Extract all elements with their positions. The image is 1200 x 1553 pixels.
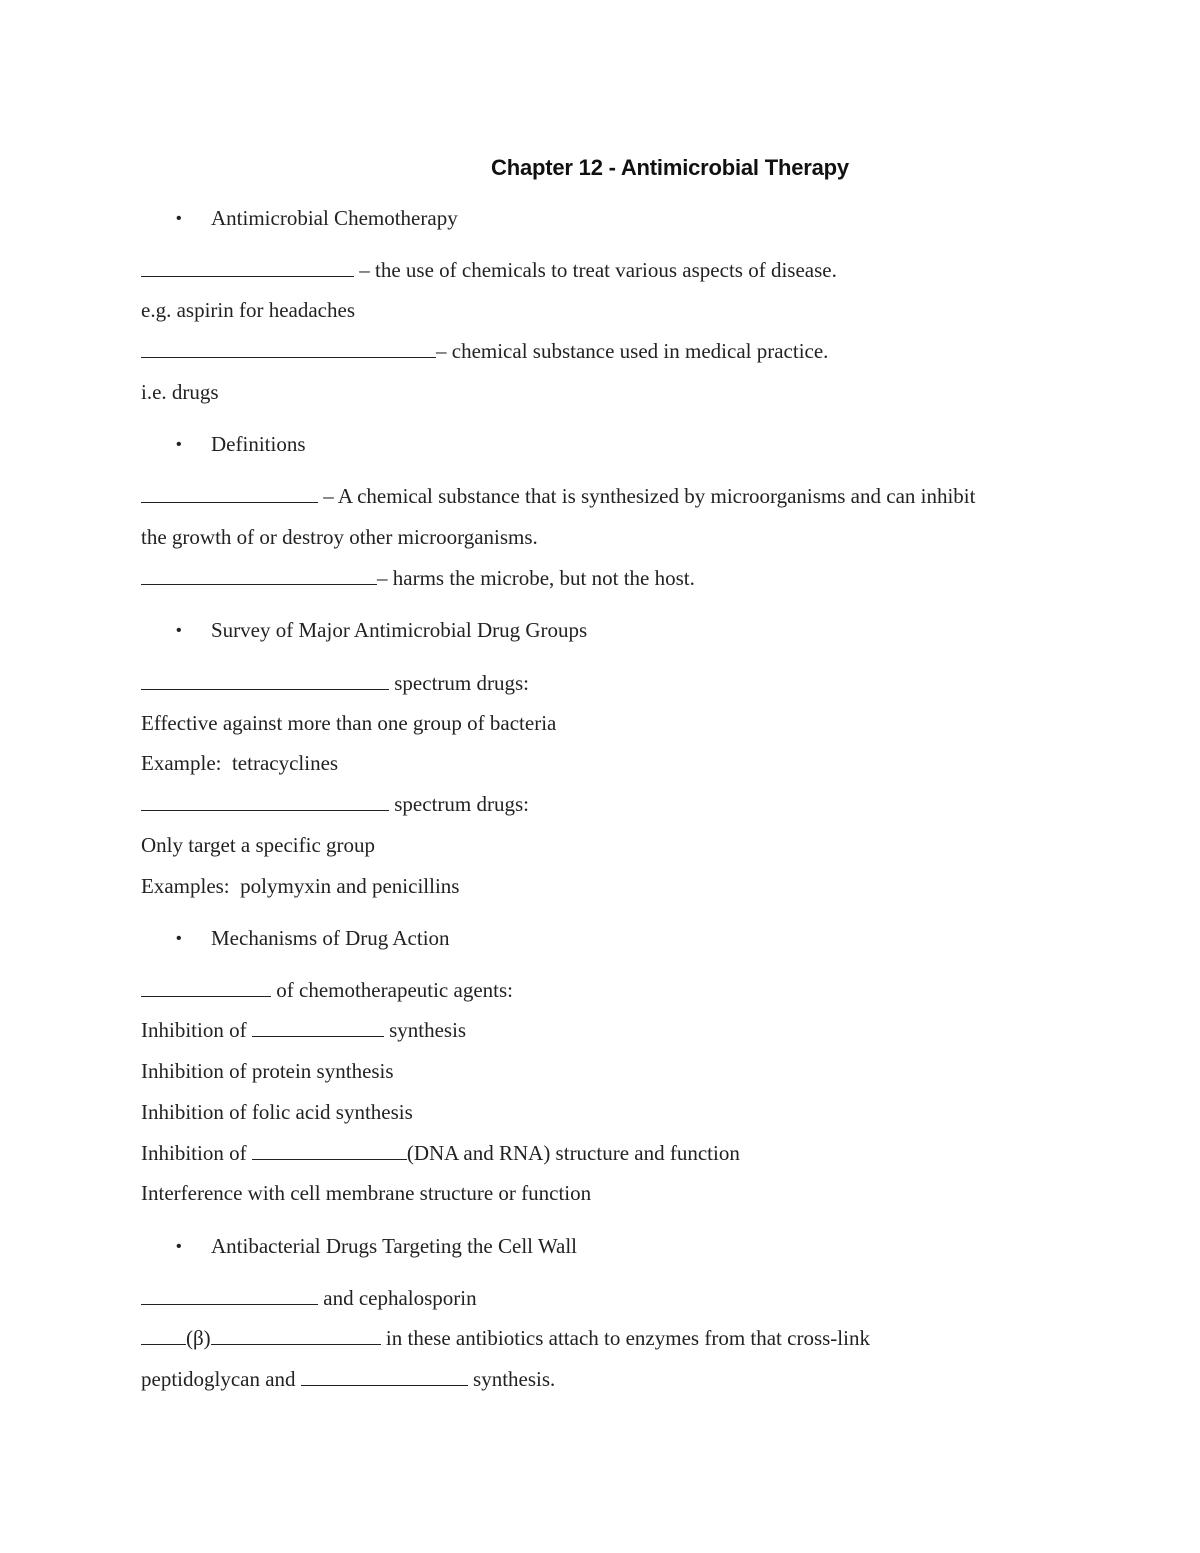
fill-in-line: – the use of chemicals to treat various aspects of disease. <box>141 258 837 282</box>
answer-blank[interactable] <box>141 1286 318 1305</box>
answer-blank[interactable] <box>252 1018 384 1037</box>
text-line: the growth of or destroy other microorganisms. <box>141 525 538 549</box>
text-line: Examples: polymyxin and penicillins <box>141 874 460 898</box>
bullet-icon: • <box>176 622 182 639</box>
fill-in-line: Inhibition of synthesis <box>141 1018 467 1042</box>
answer-blank[interactable] <box>141 566 377 585</box>
fill-in-line: – harms the microbe, but not the host. <box>141 566 695 590</box>
fill-in-line: spectrum drugs: <box>141 792 529 816</box>
answer-blank[interactable] <box>141 671 389 690</box>
text-line: Example: tetracyclines <box>141 751 339 775</box>
fill-in-line: – A chemical substance that is synthesized by microorganisms and can inhibit <box>141 484 975 508</box>
text-line: Only target a specific group <box>141 833 376 857</box>
fill-in-line: peptidoglycan and synthesis. <box>141 1367 556 1391</box>
section-heading-mechanisms: Mechanisms of Drug Action <box>211 926 450 950</box>
text-line: Interference with cell membrane structure or function <box>141 1181 592 1205</box>
section-heading-cell-wall: Antibacterial Drugs Targeting the Cell Wall <box>211 1234 578 1258</box>
answer-blank[interactable] <box>141 339 436 358</box>
text-line: i.e. drugs <box>141 380 219 404</box>
text-line: Inhibition of folic acid synthesis <box>141 1100 413 1124</box>
answer-blank[interactable] <box>141 978 271 997</box>
fill-in-line: spectrum drugs: <box>141 671 529 695</box>
answer-blank[interactable] <box>141 258 354 277</box>
fill-in-line: and cephalosporin <box>141 1286 477 1310</box>
answer-blank[interactable] <box>141 1326 186 1345</box>
section-heading-definitions: Definitions <box>211 432 306 456</box>
section-heading-antimicrobial-chemotherapy: Antimicrobial Chemotherapy <box>211 206 458 230</box>
bullet-icon: • <box>176 1238 182 1255</box>
text-line: Inhibition of protein synthesis <box>141 1059 394 1083</box>
bullet-icon: • <box>176 436 182 453</box>
bullet-icon: • <box>176 210 182 227</box>
answer-blank[interactable] <box>211 1326 381 1345</box>
answer-blank[interactable] <box>141 792 389 811</box>
fill-in-line: – chemical substance used in medical practice. <box>141 339 828 363</box>
answer-blank[interactable] <box>252 1141 407 1160</box>
section-heading-survey: Survey of Major Antimicrobial Drug Groups <box>211 618 588 642</box>
bullet-icon: • <box>176 930 182 947</box>
answer-blank[interactable] <box>141 484 318 503</box>
fill-in-line: Inhibition of (DNA and RNA) structure and function <box>141 1141 740 1165</box>
text-line: e.g. aspirin for headaches <box>141 298 355 322</box>
text-line: Effective against more than one group of bacteria <box>141 711 557 735</box>
answer-blank[interactable] <box>301 1367 468 1386</box>
fill-in-line: of chemotherapeutic agents: <box>141 978 513 1002</box>
page-title: Chapter 12 - Antimicrobial Therapy <box>491 155 849 180</box>
fill-in-line: (β) in these antibiotics attach to enzymes from that cross-link <box>141 1326 870 1350</box>
